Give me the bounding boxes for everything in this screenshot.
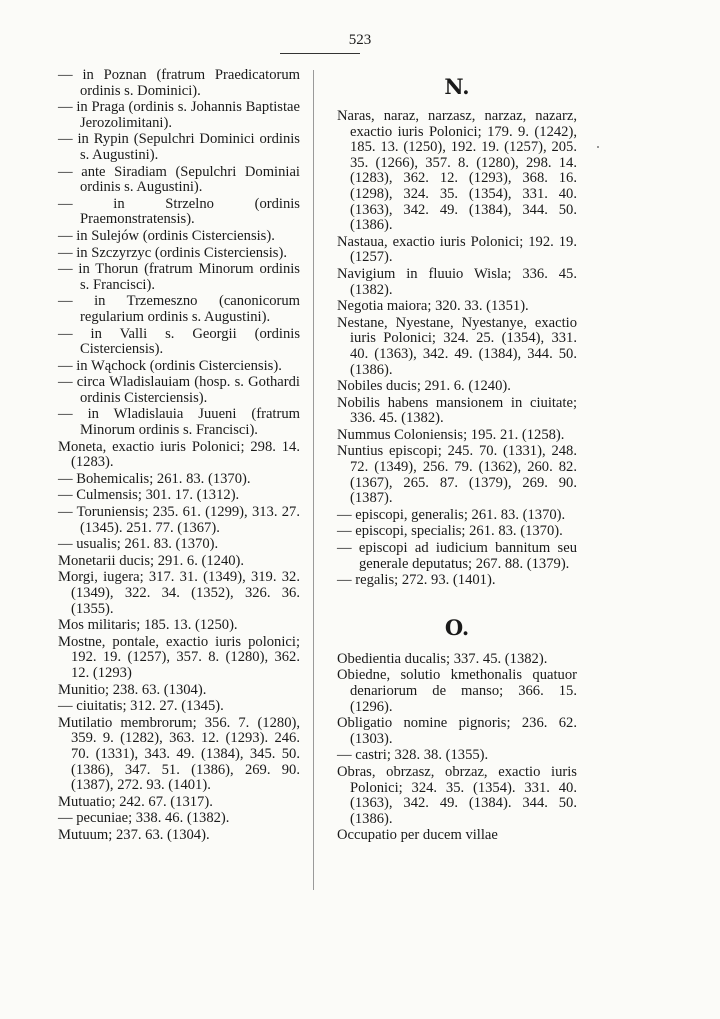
index-entry: Occupatio per ducem villae <box>337 827 498 844</box>
section-o-entries <box>337 652 577 844</box>
index-entry: Nastaua, exactio iuris Polonici; 192. 19. (1257). <box>337 233 577 266</box>
index-entry: — Bohemicalis; 261. 83. (1370). <box>58 470 251 487</box>
index-entry: — circa Wladislauiam (hosp. s. Gothardi ordinis Cisterciensis). <box>58 374 300 406</box>
page-number-rule <box>280 53 360 54</box>
index-entry: — episcopi, specialis; 261. 83. (1370). <box>337 523 563 540</box>
index-entry: Mostne, pontale, exactio iuris polonici; 192. 19. (1257), 357. 8. (1280), 362. 12. (1293) <box>58 633 300 681</box>
index-entry: — usualis; 261. 83. (1370). <box>58 536 219 553</box>
index-entry: Negotia maiora; 320. 33. (1351). <box>337 298 529 315</box>
index-entry: Naras, naraz, narzasz, narzaz, nazarz, exactio iuris Polonici; 179. 9. (1242), 185. 13. (1250), 192. 19. (1257), 205. 35. (1266), 357. 8. (1280), 298. 14. (1283), 362. 12. (1293), 368. 16. (1298), 324. 35. (1354), 331. 40. (1363), 342. 49. (1384), 344. 50. (1386). <box>337 108 577 234</box>
page-number: 523 <box>348 32 372 48</box>
index-entry: Obedientia ducalis; 337. 45. (1382). <box>337 650 548 667</box>
index-entry: — in Wąchock (ordinis Cisterciensis). <box>58 357 282 374</box>
index-entry: Nestane, Nyestane, Nyestanye, exactio iuris Polonici; 324. 25. (1354), 331. 40. (1363), 342. 49. (1384), 344. 50. (1386). <box>337 314 577 378</box>
index-entry: — pecuniae; 338. 46. (1382). <box>58 810 230 827</box>
index-entry: — episcopi, generalis; 261. 83. (1370). <box>337 506 566 523</box>
index-entry: — in Valli s. Georgii (ordinis Cisterciensis). <box>58 325 300 358</box>
index-entry: — in Praga (ordinis s. Johannis Baptistae Jerozolimitani). <box>58 99 300 131</box>
index-entry: — in Szczyrzyc (ordinis Cisterciensis). <box>58 244 287 261</box>
section-heading-n: N. <box>444 74 470 99</box>
index-entry: Mutuatio; 242. 67. (1317). <box>58 793 213 810</box>
index-entry: — regalis; 272. 93. (1401). <box>337 572 496 589</box>
index-entry: Morgi, iugera; 317. 31. (1349), 319. 32. (1349), 322. 34. (1352), 326. 36. (1355). <box>58 569 300 617</box>
index-entry: — Culmensis; 301. 17. (1312). <box>58 487 240 504</box>
index-entry: Mos militaris; 185. 13. (1250). <box>58 617 238 634</box>
left-column <box>58 68 300 845</box>
index-entry: Monetarii ducis; 291. 6. (1240). <box>58 552 245 569</box>
index-entry: Nummus Coloniensis; 195. 21. (1258). <box>337 426 565 443</box>
index-entry: Nuntius episcopi; 245. 70. (1331), 248. 72. (1349), 256. 79. (1362), 260. 82. (1367), 265. 87. (1379), 269. 90. (1387). <box>337 443 577 507</box>
paper-speck <box>597 146 599 148</box>
index-entry: Obras, obrzasz, obrzaz, exactio iuris Polonici; 324. 35. (1354). 331. 40. (1363), 342. 49. (1384). 344. 50. (1386). <box>337 763 577 827</box>
index-entry: Mutilatio membrorum; 356. 7. (1280), 359. 9. (1282), 363. 12. (1293). 246. 70. (1331), 343. 49. (1384), 345. 50. (1386), 347. 51. (1386), 269. 90. (1387), 272. 93. (1401). <box>58 714 300 794</box>
index-entry: Munitio; 238. 63. (1304). <box>58 681 207 698</box>
index-entry: — ante Siradiam (Sepulchri Dominiai ordinis s. Augustini). <box>58 163 300 196</box>
section-heading-o: O. <box>444 614 470 640</box>
index-entry: Mutuum; 237. 63. (1304). <box>58 826 210 843</box>
index-entry: Moneta, exactio iuris Polonici; 298. 14. (1283). <box>58 438 300 471</box>
index-entry: — Toruniensis; 235. 61. (1299), 313. 27. (1345). 251. 77. (1367). <box>58 504 300 536</box>
right-column <box>337 68 577 845</box>
index-entry: — in Wladislauia Juueni (fratrum Minorum ordinis s. Francisci). <box>58 406 300 439</box>
index-entry: — in Sulejów (ordinis Cisterciensis). <box>58 227 275 244</box>
index-entry: — in Rypin (Sepulchri Dominici ordinis s. Augustini). <box>58 131 300 163</box>
index-entry: Navigium in fluuio Wisla; 336. 45. (1382). <box>337 265 577 298</box>
index-entry: Nobiles ducis; 291. 6. (1240). <box>337 378 511 395</box>
index-entry: — ciuitatis; 312. 27. (1345). <box>58 698 224 715</box>
index-entry: — in Trzemeszno (canonicorum regularium ordinis s. Augustini). <box>58 293 300 325</box>
index-entry: — in Strzelno (ordinis Praemonstratensis). <box>58 195 300 228</box>
index-entry: Nobilis habens mansionem in ciuitate; 336. 45. (1382). <box>337 394 577 427</box>
index-entry: Obiedne, solutio kmethonalis quatuor denariorum de manso; 366. 15. (1296). <box>337 667 577 715</box>
index-entry: Obligatio nomine pignoris; 236. 62. (1303). <box>337 715 577 747</box>
column-divider <box>313 70 314 890</box>
index-entry: — castri; 328. 38. (1355). <box>337 747 489 764</box>
index-entry: — in Poznan (fratrum Praedicatorum ordinis s. Dominici). <box>58 67 300 99</box>
index-entry: — episcopi ad iudicium bannitum seu generale deputatus; 267. 88. (1379). <box>337 540 577 572</box>
section-n-entries <box>337 109 577 589</box>
index-entry: — in Thorun (fratrum Minorum ordinis s. Francisci). <box>58 261 300 293</box>
